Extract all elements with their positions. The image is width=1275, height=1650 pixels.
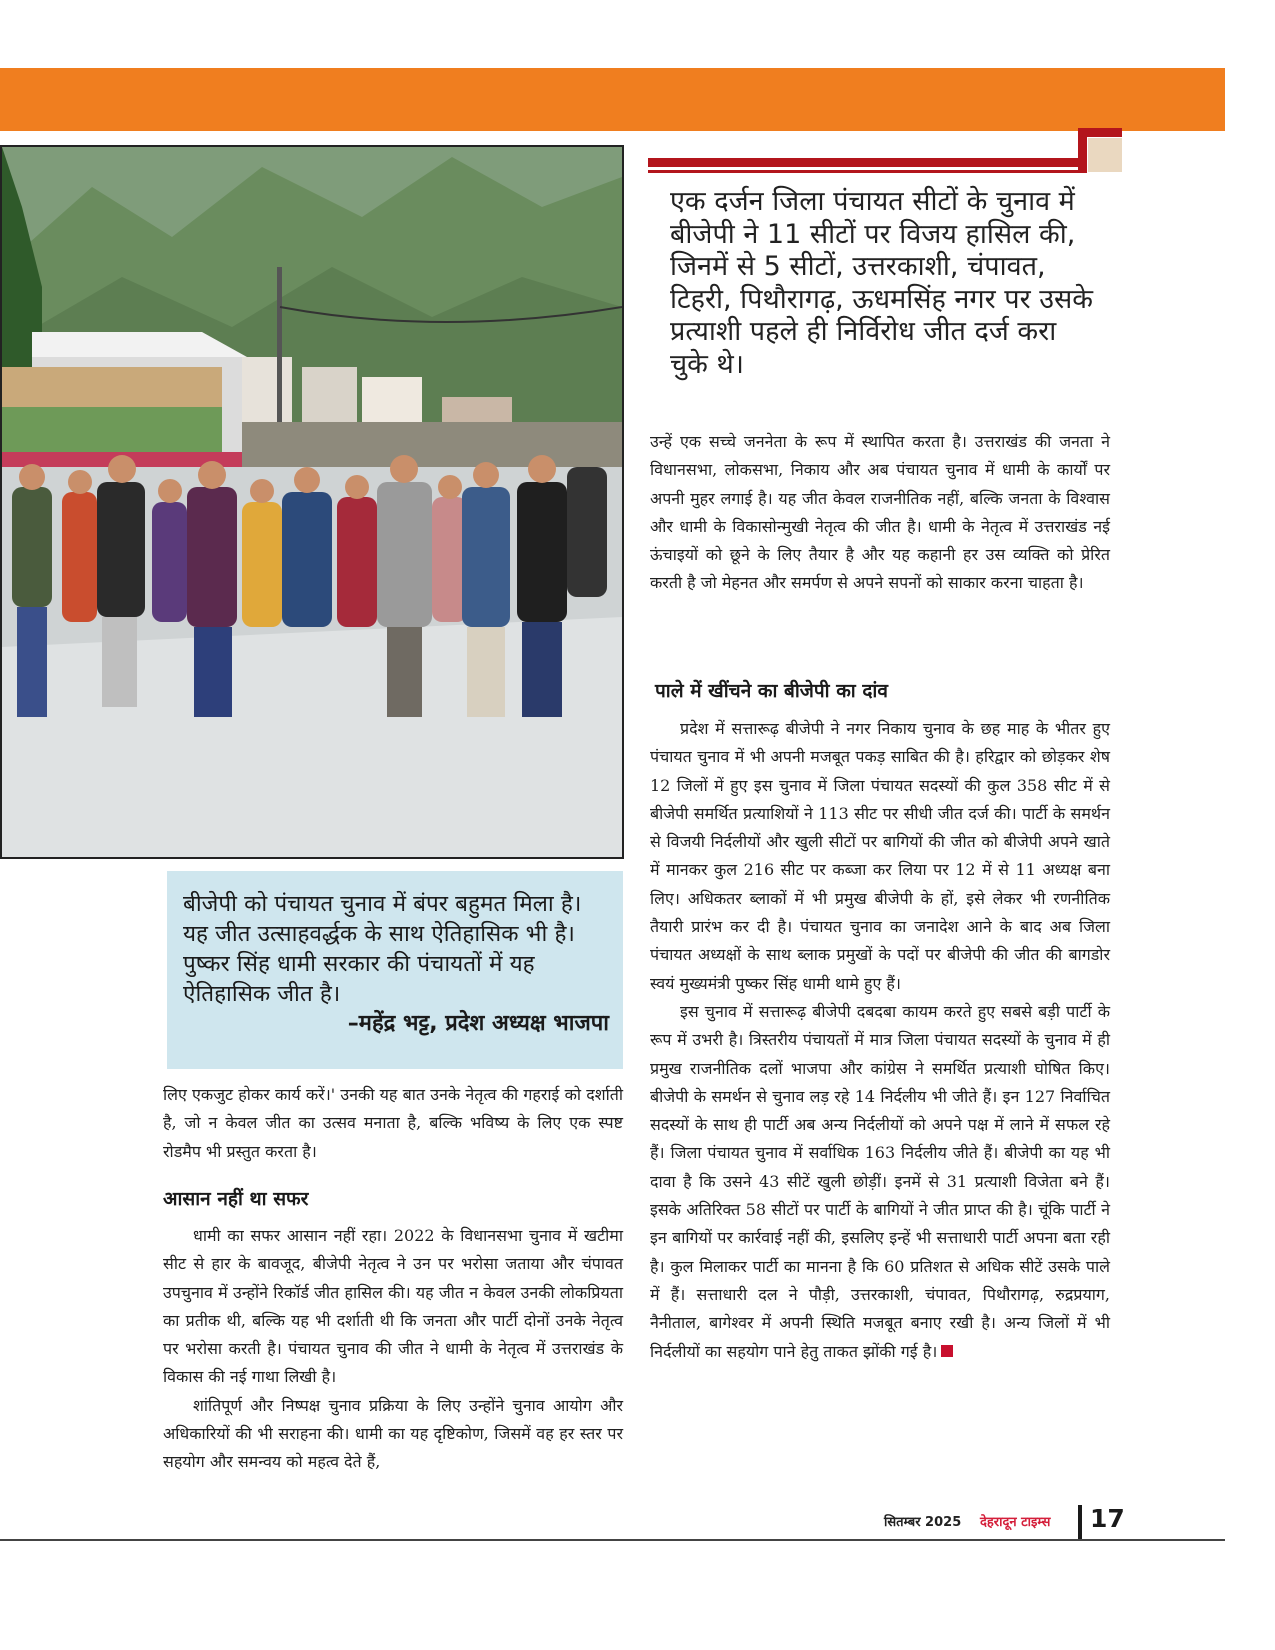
left-paragraph-2: धामी का सफर आसान नहीं रहा। 2022 के विधानसभा चुनाव में खटीमा सीट से हार के बावजूद, बीजेपी नेतृत्व ने उन पर भरोसा जताया और चंपावत उपचुनाव में उन्होंने रिकॉर्ड जीत हासिल की। यह जीत न केवल उनकी लोकप्रियता का प्रतीक थी, बल्कि यह भी दर्शाती थी कि जनता और पार्टी दोनों उनके नेतृत्व पर भरोसा करती है। पंचायत चुनाव की जीत ने धामी के नेतृत्व में उत्तराखंड के विकास की नई गाथा लिखी है। [163, 1226, 623, 1387]
quote-text: बीजेपी को पंचायत चुनाव में बंपर बहुमत मिला है। यह जीत उत्साहवर्द्धक के साथ ऐतिहासिक भी है। पुष्कर सिंह धामी सरकार की पंचायतों में यह ऐतिहासिक जीत है। [183, 891, 582, 1007]
section-heading-right: पाले में खींचने का बीजेपी का दांव [655, 680, 888, 702]
quote-author: –महेंद्र भट्ट, प्रदेश अध्यक्ष भाजपा [347, 1011, 609, 1036]
left-paragraph-1: लिए एकजुट होकर कार्य करें।' उनकी यह बात उनके नेतृत्व की गहराई को दर्शाती है, जो न केवल जीत का उत्सव मनाता है, बल्कि भविष्य के लिए एक स्पष्ट रोडमैप भी प्रस्तुत करता है। [163, 1085, 623, 1161]
right-paragraph-3-text: इस चुनाव में सत्तारूढ़ बीजेपी दबदबा कायम करते हुए सबसे बड़ी पार्टी के रूप में उभरी है। त्रिस्तरीय पंचायतों में मात्र जिला पंचायत सदस्यों के चुनाव में ही प्रमुख राजनीतिक दलों भाजपा और कांग्रेस ने समर्थित प्रत्याशी घोषित किए। बीजेपी के समर्थन से चुनाव लड़ रहे 14 निर्दलीय भी जीते हैं। इन 127 निर्वाचित सदस्यों के साथ ही पार्टी अब अन्य निर्दलीयों को अपने पक्ष में लाने में सफल रहे हैं। जिला पंचायत चुनाव में सर्वाधिक 163 निर्दलीय जीते हैं। बीजेपी का यह भी दावा है कि उसने 43 सीटें खुली छोड़ीं। इनमें से 31 प्रत्याशी विजेता बने हैं। इसके अतिरिक्त 58 सीटों पर पार्टी के बागियों ने जीत प्राप्त की है। चूंकि पार्टी ने इन बागियों पर कार्रवाई नहीं की, इसलिए इन्हें भी सत्ताधारी पार्टी अपना बता रही है। कुल मिलाकर पार्टी का मानना है कि 60 प्रतिशत से अधिक सीटें उसके पाले में हैं। सत्ताधारी दल ने पौड़ी, उत्तरकाशी, चंपावत, पिथौरागढ़, रुद्रप्रयाग, नैनीताल, बागेश्वर में अपनी स्थिति मजबूत बनाए रखी है। अन्य जिलों में भी निर्दलीयों का सहयोग पाने हेतु ताकत झोंकी गई है। [650, 1001, 1110, 1361]
pullquote: एक दर्जन जिला पंचायत सीटों के चुनाव में बीजेपी ने 11 सीटों पर विजय हासिल की, जिनमें से 5 सीटों, उत्तरकाशी, चंपावत, टिहरी, पिथौरागढ़, ऊधमसिंह नगर पर उसके प्रत्याशी पहले ही निर्विरोध जीत दर्ज करा चुके थे। [670, 186, 1093, 380]
footer-brand: देहरादून टाइम्स [980, 1515, 1051, 1530]
header-color-bar [0, 68, 1225, 131]
end-mark-icon [941, 1345, 953, 1357]
quote-box [167, 871, 623, 1069]
section-heading-left: आसान नहीं था सफर [163, 1188, 309, 1210]
footer-separator [1078, 1505, 1082, 1539]
right-paragraph-3 [650, 998, 1110, 1366]
page-number: 17 [1090, 1504, 1125, 1533]
footer-rule [0, 1539, 1225, 1541]
footer-date: सितम्बर 2025 [884, 1515, 962, 1530]
right-paragraph-2: प्रदेश में सत्तारूढ़ बीजेपी ने नगर निकाय चुनाव के छह माह के भीतर हुए पंचायत चुनाव में भी अपनी मजबूत पकड़ साबित की है। हरिद्वार को छोड़कर शेष 12 जिलों में हुए इस चुनाव में जिला पंचायत सदस्यों की कुल 358 सीट में से बीजेपी समर्थित प्रत्याशियों ने 113 सीट पर सीधी जीत दर्ज की। पार्टी के समर्थन से विजयी निर्दलीयों और खुली सीटों पर बागियों की जीत को बीजेपी अपने खाते में मानकर कुल 216 सीट पर कब्जा कर लिया पर 12 में से 11 अध्यक्ष बना लिए। अधिकतर ब्लाकों में भी प्रमुख बीजेपी के हों, इसे लेकर भी रणनीतिक तैयारी प्रारंभ कर दी है। पंचायत चुनाव का जनादेश आने के बाद अब जिला पंचायत अध्यक्षों के साथ ब्लाक प्रमुखों के पदों पर बीजेपी की जीत की बागडोर स्वयं मुख्यमंत्री पुष्कर सिंह धामी थामे हुए हैं। [650, 719, 1110, 993]
right-column-body [650, 715, 1110, 1366]
voters-queue-photo [0, 145, 624, 859]
pullquote-decoration [648, 128, 1122, 174]
right-paragraph-1: उन्हें एक सच्चे जननेता के रूप में स्थापित करता है। उत्तराखंड की जनता ने विधानसभा, लोकसभा, निकाय और अब पंचायत चुनाव में धामी के कार्यों पर अपनी मुहर लगाई है। यह जीत केवल राजनीतिक नहीं, बल्कि जनता के विश्वास और धामी के विकासोन्मुखी नेतृत्व की जीत है। धामी के नेतृत्व में उत्तराखंड नई ऊंचाइयों को छूने के लिए तैयार है और यह कहानी हर उस व्यक्ति को प्रेरित करती है जो मेहनत और समर्पण से अपने सपनों को साकार करना चाहता है। [650, 432, 1110, 593]
left-paragraph-3: शांतिपूर्ण और निष्पक्ष चुनाव प्रक्रिया के लिए उन्होंने चुनाव आयोग और अधिकारियों की भी सराहना की। धामी का यह दृष्टिकोण, जिसमें वह हर स्तर पर सहयोग और समन्वय को महत्व देते हैं, [163, 1395, 623, 1472]
left-column-body [163, 1222, 623, 1477]
